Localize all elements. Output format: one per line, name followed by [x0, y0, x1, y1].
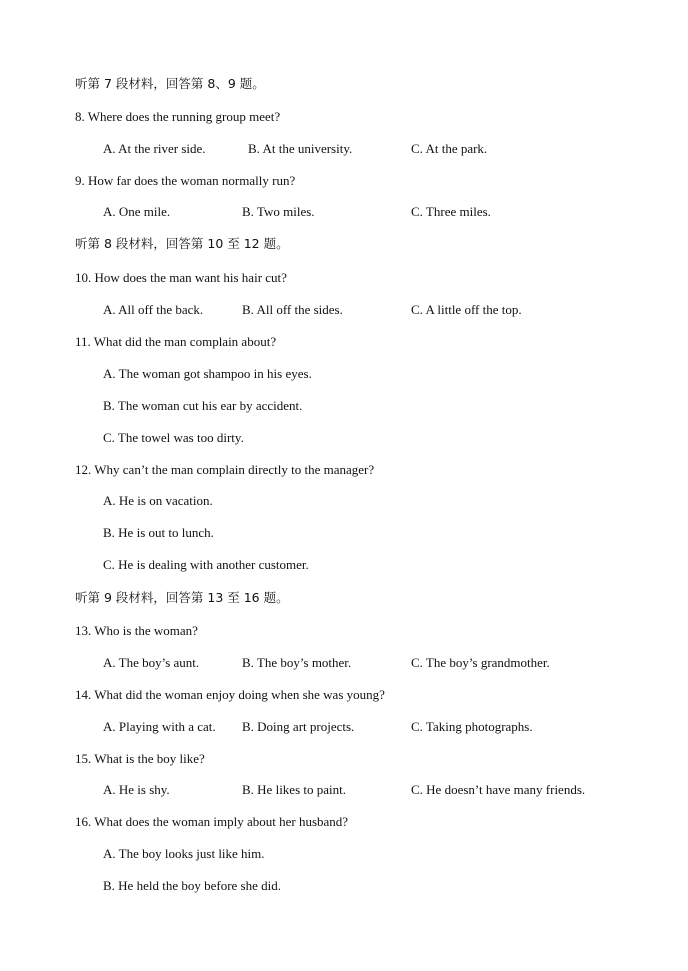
question-15: 15. What is the boy like? — [75, 751, 205, 766]
option-c: C. He is dealing with another customer. — [103, 557, 309, 572]
option-a: A. The boy looks just like him. — [103, 846, 265, 861]
option-a: A. One mile. — [103, 204, 171, 219]
option-c: C. A little off the top. — [411, 302, 522, 317]
question-13: 13. Who is the woman? — [75, 623, 198, 638]
option-b: B. Two miles. — [242, 204, 315, 219]
option-c: C. The towel was too dirty. — [103, 430, 244, 445]
question-9: 9. How far does the woman normally run? — [75, 173, 296, 188]
option-c: C. The boy’s grandmother. — [411, 655, 550, 670]
option-c: C. Taking photographs. — [411, 719, 533, 734]
option-a: A. Playing with a cat. — [103, 719, 216, 734]
option-b: B. Doing art projects. — [242, 719, 355, 734]
option-c: C. Three miles. — [411, 204, 491, 219]
section-heading: 听第 9 段材料，回答第 13 至 16 题。 — [75, 590, 289, 605]
option-b: B. He held the boy before she did. — [103, 878, 281, 893]
section-heading: 听第 8 段材料，回答第 10 至 12 题。 — [75, 236, 289, 251]
question-14: 14. What did the woman enjoy doing when she was young? — [75, 687, 385, 702]
question-12: 12. Why can’t the man complain directly to the manager? — [75, 462, 375, 477]
option-b: B. The boy’s mother. — [242, 655, 352, 670]
option-c: C. He doesn’t have many friends. — [411, 782, 586, 797]
question-8: 8. Where does the running group meet? — [75, 109, 281, 124]
option-a: A. The boy’s aunt. — [103, 655, 200, 670]
option-b: B. He is out to lunch. — [103, 525, 214, 540]
option-b: B. The woman cut his ear by accident. — [103, 398, 303, 413]
option-b: B. He likes to paint. — [242, 782, 346, 797]
question-11: 11. What did the man complain about? — [75, 334, 277, 349]
option-b: B. All off the sides. — [242, 302, 343, 317]
option-a: A. The woman got shampoo in his eyes. — [103, 366, 312, 381]
question-10: 10. How does the man want his hair cut? — [75, 270, 287, 285]
option-a: A. He is on vacation. — [103, 493, 213, 508]
question-16: 16. What does the woman imply about her husband? — [75, 814, 349, 829]
option-a: A. At the river side. — [103, 141, 206, 156]
option-a: A. He is shy. — [103, 782, 170, 797]
section-heading: 听第 7 段材料，回答第 8、9 题。 — [75, 76, 265, 91]
option-b: B. At the university. — [248, 141, 353, 156]
option-c: C. At the park. — [411, 141, 488, 156]
option-a: A. All off the back. — [103, 302, 204, 317]
